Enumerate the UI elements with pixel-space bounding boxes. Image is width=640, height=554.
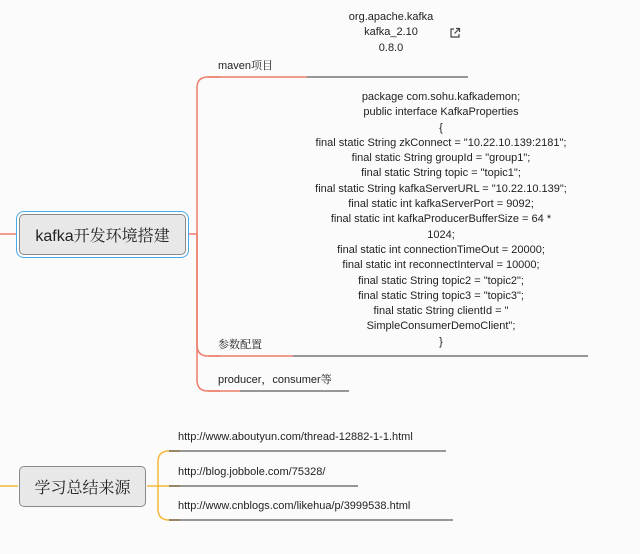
connector-link1	[158, 451, 180, 486]
connector-params	[197, 234, 220, 356]
note-line: final static String topic3 = "topic3";	[358, 289, 524, 302]
note-line: final static String kafkaServerURL = "10.22.10.139";	[315, 182, 567, 195]
note-line: 0.8.0	[378, 41, 404, 54]
branch-link-aboutyun[interactable]: http://www.aboutyun.com/thread-12882-1-1.html	[178, 431, 413, 443]
note-line: {	[439, 121, 443, 134]
connector-maven	[197, 77, 220, 234]
note-line: final static String topic = "topic1";	[361, 167, 521, 180]
note-line: package com.sohu.kafkademon;	[361, 91, 521, 103]
external-link-icon[interactable]	[449, 27, 461, 39]
connector-producer	[197, 234, 220, 391]
note-kafka-properties	[301, 90, 581, 350]
branch-link-jobbole[interactable]: http://blog.jobbole.com/75328/	[178, 466, 326, 478]
note-line: final static String clientId = "	[373, 305, 509, 318]
note-line: }	[439, 335, 443, 348]
topic-learning-sources[interactable]: 学习总结来源	[19, 466, 146, 507]
note-line: kafka_2.10	[364, 26, 418, 39]
branch-parameter-config[interactable]: 参数配置	[218, 339, 262, 351]
note-line: final static int kafkaServerPort = 9092;	[348, 198, 534, 211]
branch-link-cnblogs[interactable]: http://www.cnblogs.com/likehua/p/3999538.html	[178, 500, 411, 512]
note-line: final static String topic2 = "topic2";	[358, 274, 524, 287]
branch-producer-consumer[interactable]: producer，consumer等	[218, 374, 332, 386]
note-line: 1024;	[427, 228, 455, 241]
note-line: final static String zkConnect = "10.22.10.139:2181";	[315, 136, 567, 149]
note-line: final static int kafkaProducerBufferSize = 64 *	[330, 213, 552, 226]
connector-link3	[158, 486, 180, 520]
branch-maven-project[interactable]: maven项目	[218, 60, 274, 72]
topic-kafka-setup[interactable]: kafka开发环境搭建	[19, 214, 186, 255]
note-line: final static int reconnectInterval = 10000;	[342, 259, 540, 272]
note-line: public interface KafkaProperties	[363, 106, 519, 119]
note-line: SimpleConsumerDemoClient";	[366, 320, 516, 333]
note-maven	[291, 10, 491, 56]
note-line: org.apache.kafka	[348, 11, 434, 23]
note-line: final static String groupId = "group1";	[351, 152, 531, 165]
note-line: final static int connectionTimeOut = 20000;	[337, 243, 545, 256]
